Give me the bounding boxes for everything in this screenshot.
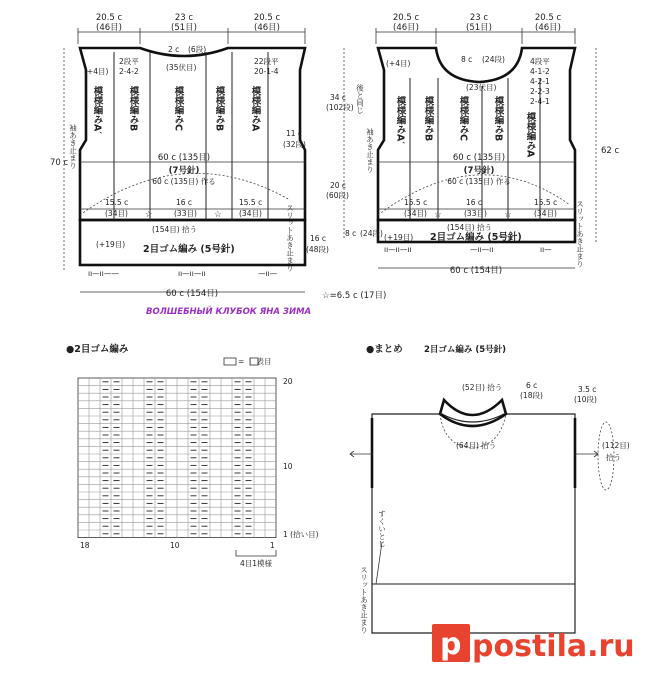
back-h20-rows: (60段)	[326, 191, 349, 200]
front-h16-rows: (48段)	[306, 245, 329, 254]
front-sec2-rows: (33目)	[174, 209, 197, 218]
front-neck-rows: (6段)	[188, 45, 207, 54]
finish-arm-c-rows: (10段)	[574, 395, 597, 404]
front-sec2: 16 c	[176, 198, 193, 207]
back-top-mid: 23 c	[469, 13, 489, 23]
back-sec1-rows: (34目)	[404, 209, 427, 218]
back-top-right-rows: (46目)	[535, 23, 561, 33]
rib-chart-section	[66, 343, 319, 568]
watermark-text: ВОЛШЕБНЫЙ КЛУБОК ЯНА ЗИМА	[146, 307, 312, 317]
back-schematic	[326, 13, 620, 276]
back-needle7: (7号針)	[463, 166, 495, 176]
back-top-mid-rows: (51目)	[466, 23, 492, 33]
svg-text:ıı—: ıı—	[540, 245, 552, 254]
front-shoulder-right2: 20-1-4	[254, 67, 279, 76]
back-plus19: (+19目)	[384, 233, 414, 242]
row-label-1: 1 (拾い目)	[283, 530, 319, 539]
front-star1: ☆	[145, 210, 153, 220]
back-h34: 34 c	[330, 93, 347, 102]
finish-sew: すくいとじ	[377, 510, 387, 548]
front-sec3: 15.5 c	[239, 198, 263, 207]
back-pattern-c: 模様編みC	[457, 96, 469, 141]
finish-title: ●まとめ	[366, 344, 403, 355]
back-pattern-b2: 模様編みB	[492, 96, 504, 142]
brand-name: postila.ru	[472, 629, 635, 664]
back-slit: スリットあき止まり	[575, 200, 585, 268]
front-star2: ☆	[214, 210, 222, 220]
front-sec1-rows: (34目)	[105, 209, 128, 218]
row-label-10: 10	[283, 462, 293, 471]
front-pattern-a2: 模様編みA	[249, 86, 261, 132]
front-pattern-a1: 模様編みA′	[91, 86, 103, 134]
back-pickup: (154目) 拾う	[447, 223, 493, 232]
svg-text:ıı—ıı—ıı: ıı—ıı—ıı	[384, 245, 412, 254]
front-pickup: (154目) 拾う	[152, 225, 198, 234]
front-bottom: 60 c (154目)	[165, 289, 219, 299]
back-pattern-b1: 模様編みB	[422, 96, 434, 142]
front-rib: 2目ゴム編み (5号針)	[143, 244, 235, 255]
back-top-left: 20.5 c	[392, 13, 420, 23]
front-pattern-b2: 模様編みB	[213, 86, 225, 132]
star-note: ☆=6.5 c (17目)	[322, 291, 387, 301]
finish-slit: スリットあき止まり	[359, 566, 369, 634]
front-neck-bind: (35伏目)	[166, 63, 197, 72]
front-top-left-rows: (46目)	[96, 23, 122, 33]
front-top-right-rows: (46目)	[254, 23, 280, 33]
front-slit: スリットあき止まり	[285, 204, 295, 272]
repeat-label: 4目1模様	[240, 559, 273, 568]
front-plus4: (+4目)	[84, 67, 109, 76]
front-neck: 2 c	[168, 45, 180, 54]
back-h8: 8 c	[345, 229, 357, 238]
front-right-rows: (32段)	[283, 140, 306, 149]
back-h34-rows: (102段)	[326, 103, 354, 112]
finish-neck-c: 6 c	[526, 381, 538, 390]
finish-neck-pick2: (64目) 拾う	[456, 441, 497, 450]
front-top-mid: 23 c	[174, 13, 194, 23]
front-make: 60 c (135目) 作る	[152, 177, 216, 186]
back-sr2: 4-1-2	[530, 67, 550, 76]
col-label-10: 10	[170, 541, 180, 550]
front-shoulder-right: 22段平	[254, 57, 279, 66]
back-star1: ☆	[434, 210, 442, 220]
back-same: 後と同じ	[355, 84, 365, 114]
front-top-left: 20.5 c	[95, 13, 123, 23]
front-sec1: 15.5 c	[105, 198, 129, 207]
svg-text:ıı—ıı——: ıı—ıı——	[88, 269, 119, 278]
brand-logo	[432, 624, 635, 664]
front-h70: 70 c	[50, 158, 69, 168]
front-shoulder-left2: 2-4-2	[119, 67, 139, 76]
finish-neck-c-rows: (18段)	[520, 391, 543, 400]
rib-grid	[78, 378, 276, 538]
col-label-18: 18	[80, 541, 90, 550]
front-width: 60 c (135目)	[157, 153, 211, 163]
back-plus4: (+4目)	[386, 59, 411, 68]
front-sleeve-open: 袖あき止まり	[68, 124, 78, 169]
back-rib: 2目ゴム編み (5号針)	[430, 232, 522, 243]
back-top-right: 20.5 c	[534, 13, 562, 23]
front-top-mid-rows: (51目)	[171, 23, 197, 33]
front-right-c: 11 c	[286, 129, 303, 138]
back-neck-rows: (24段)	[482, 55, 505, 64]
front-shoulder-left: 2段平	[119, 57, 139, 66]
front-sec3-rows: (34目)	[239, 209, 262, 218]
back-width: 60 c (135目)	[452, 153, 506, 163]
svg-text:—ıı—ıı: —ıı—ıı	[470, 245, 494, 254]
back-make: 60 c (135目) 作る	[447, 177, 511, 186]
back-pattern-a2: 模様編みA	[524, 112, 536, 158]
svg-text:ıı—ıı—ıı: ıı—ıı—ıı	[178, 269, 206, 278]
finish-neck-pick: (52目) 拾う	[462, 383, 503, 392]
back-sec2: 16 c	[466, 198, 483, 207]
back-sleeve-open: 袖あき止まり	[365, 128, 375, 173]
finish-arm-c: 3.5 c	[578, 385, 597, 394]
back-neck-bind: (23伏目)	[466, 83, 497, 92]
rib-chart-title: ●2目ゴム編み	[66, 344, 129, 355]
back-sr3: 4-2-1	[530, 77, 550, 86]
back-shoulder-right: 4段平	[530, 57, 550, 66]
back-sec3-rows: (34目)	[534, 209, 557, 218]
back-neck: 8 c	[461, 55, 473, 64]
back-star2: ☆	[504, 210, 512, 220]
svg-text:—ıı—: —ıı—	[258, 269, 278, 278]
legend-blank-box	[224, 358, 236, 365]
front-h16: 16 c	[310, 234, 327, 243]
finish-arm-pick: (112目)	[602, 441, 630, 450]
finishing-section	[350, 344, 630, 635]
back-sr4: 2-2-3	[530, 87, 550, 96]
col-label-1: 1	[270, 541, 275, 550]
back-sec1: 15.5 c	[404, 198, 428, 207]
back-sec2-rows: (33目)	[464, 209, 487, 218]
front-pattern-b1: 模様編みB	[127, 86, 139, 132]
back-sec3: 15.5 c	[534, 198, 558, 207]
back-h20: 20 c	[330, 181, 347, 190]
finish-subtitle: 2目ゴム編み (5号針)	[424, 345, 507, 355]
brand-p-glyph: p	[440, 627, 462, 662]
row-label-20: 20	[283, 377, 293, 386]
back-bottom: 60 c (154目)	[449, 266, 503, 276]
back-top-left-rows: (46目)	[393, 23, 419, 33]
finish-arm-pick2: 拾う	[606, 453, 621, 462]
back-sr5: 2-4-1	[530, 97, 550, 106]
front-schematic	[50, 13, 329, 299]
back-pattern-a1: 模様編みA′	[394, 96, 406, 144]
legend-text: = ｜ 表目	[238, 357, 272, 366]
front-pattern-c: 模様編みC	[172, 86, 184, 131]
front-plus19: (+19目)	[96, 240, 126, 249]
front-needle7: (7号針)	[168, 166, 200, 176]
back-h62: 62 c	[601, 146, 620, 156]
front-top-right: 20.5 c	[253, 13, 281, 23]
back-h8-rows: (24段)	[360, 229, 383, 238]
